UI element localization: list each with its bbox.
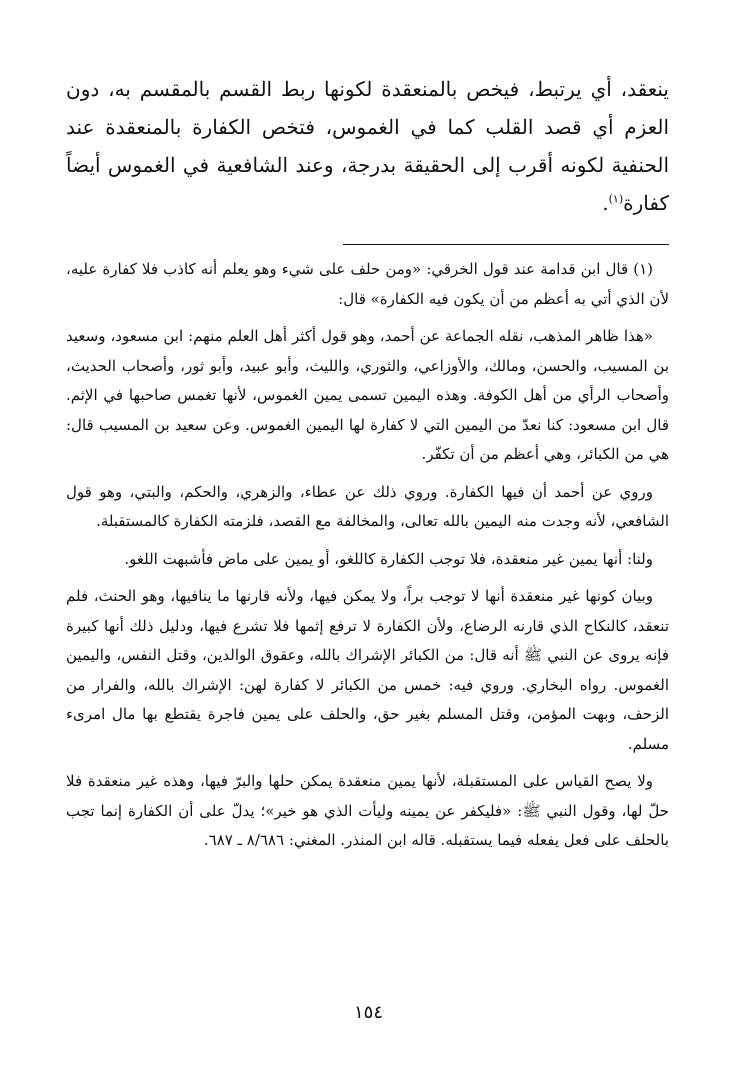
footnote-paragraph-2: وروي عن أحمد أن فيها الكفارة. وروي ذلك عن عطاء، والزهري، والحكم، والبتي، وهو قول الشافعي، لأنه وجدت منه اليمين بالله تعالى، والمخالفة مع القصد، فلزمته الكفارة كالمستقبلة. (66, 482, 669, 530)
footnote-paragraph-5: ولا يصح القياس على المستقبلة، لأنها يمين منعقدة يمكن حلها والبرّ فيها، وهذه غير منعقدة فلا حلّ لها، وقول النبي ﷺ: «فليكفر عن يمينه وليأت الذي هو خير»؛ يدلّ على أن الكفارة إنما تجب بالحلف على فعل يفعله فيما يستقبله. قاله ابن المنذر. المغني: ٨/٦٨٦ ـ ٦٨٧. (66, 772, 669, 849)
main-paragraph-end: . (602, 191, 609, 215)
footnote-reference[interactable]: (١) (608, 192, 624, 206)
footnote-paragraph-3: ولنا: أنها يمين غير منعقدة، فلا توجب الكفارة كاللغو، أو يمين على ماض فأشبهت اللغو. (124, 549, 653, 568)
main-paragraph-text: ينعقد، أي يرتبط، فيخص بالمنعقدة لكونها ربط القسم بالمقسم به، دون العزم أي قصد القلب كما في الغموس، فتخص الكفارة بالمنعقدة عند الحنفية لكونه أقرب إلى الحقيقة بدرجة، وعند الشافعية في الغموس أيضاً كفارة (66, 77, 669, 215)
footnote-paragraph-4: وبيان كونها غير منعقدة أنها لا توجب براً، ولا يمكن فيها، ولأنه قارنها ما ينافيها، وهو الحنث، فلم تنعقد، كالنكاح الذي قارنه الرضاع، ولأن الكفارة لا ترفع إثمها فلا تشرع فيها، ودليل ذلك أنها كبيرة فإنه يروى عن النبي ﷺ أنه قال: من الكبائر الإشراك بالله، وعقوق الوالدين، وقتل النفس، واليمين الغموس. رواه البخاري. وروي فيه: خمس من الكبائر لا كفارة لهن: الإشراك بالله، والفرار من الزحف، وبهت المؤمن، وقتل المسلم بغير حق، والحلف على يمين فاجرة يقتطع بها مال امرىء مسلم. (66, 587, 669, 753)
main-paragraph (66, 70, 669, 222)
footnote-paragraph-1: «هذا ظاهر المذهب، نقله الجماعة عن أحمد، وهو قول أكثر أهل العلم منهم: ابن مسعود، وسعيد بن المسيب، والحسن، ومالك، والأوزاعي، والثوري، والليث، وأبو عبيد، وأبو ثور، وأصحاب الحديث، وأصحاب الرأي من أهل الكوفة. وهذه اليمين تسمى يمين الغموس، لأنها تغمس صاحبها في الإثم. قال ابن مسعود: كنا نعدّ من اليمين التي لا كفارة لها اليمين الغموس. وعن سعيد بن المسيب قال: هي من الكبائر، وهي أعظم من أن تكفّر. (66, 327, 669, 463)
footnote-separator (343, 244, 669, 245)
footnote-1: (١) قال ابن قدامة عند قول الخرقي: «ومن حلف على شيء وهو يعلم أنه كاذب فلا كفارة عليه، لأن الذي أتي به أعظم من أن يكون فيه الكفارة» قال: (66, 260, 669, 308)
page-number: ١٥٤ (353, 1002, 383, 1023)
footnotes-section (66, 255, 669, 856)
main-text (66, 70, 669, 222)
